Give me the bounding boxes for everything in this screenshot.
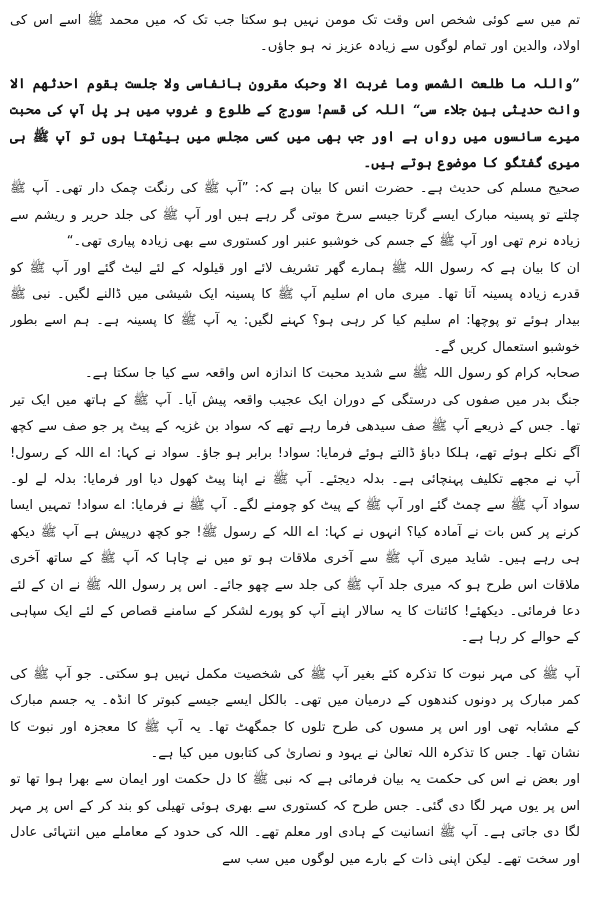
paragraph-muslim-hadith: صحیح مسلم کی حدیث ہے۔ حضرت انس کا بیان ہے کہ: ”آپ ﷺ کی رنگت چمک دار تھی۔ آپ ﷺ چلتے تو پسینہ مبارک ایسے گرتا جیسے سرخ موتی گر رہے ہیں اور آپ ﷺ کی جلد حریر و ریشم سے زیادہ نرم تھی اور آپ ﷺ کے جسم کی خوشبو عنبر اور کستوری سے بھی زیادہ پیاری تھی۔“ bbox=[10, 181, 580, 250]
paragraph-seal-wisdom: اور بعض نے اس کی حکمت یہ بیان فرمائی ہے کہ نبی ﷺ کا دل حکمت اور ایمان سے بھرا ہوا تھا تو اس پر یوں مہر لگا دی گئی۔ جس طرح کہ کستوری سے بھری ہوئی تھیلی کو بند کر کے اس پر مہر لگا دی جاتی ہے۔ آپ ﷺ انسانیت کے ہادی اور معلم تھے۔ اللہ کی حدود کے معاملے میں انتہائی عادل اور سخت تھے۔ لیکن اپنی ذات کے بارے میں لوگوں میں سب سے bbox=[10, 772, 580, 867]
paragraph-gap bbox=[10, 61, 580, 71]
paragraph-umm-sulaym: ان کا بیان ہے کہ رسول اللہ ﷺ ہمارے گھر تشریف لائے اور قیلولہ کے لئے لیٹ گئے اور آپ ﷺ کو قدرے زیادہ پسینہ آتا تھا۔ میری ماں ام سلیم آپ ﷺ کا پسینہ ایک شیشی میں ڈالنے لگیں۔ نبی ﷺ بیدار ہوئے تو پوچھا: ام سلیم کیا کر رہی ہو؟ کہنے لگیں: یہ آپ ﷺ کا پسینہ ہے۔ ہم اسے بطور خوشبو استعمال کریں گے۔ bbox=[10, 260, 580, 355]
paragraph-battle-of-badr: جنگ بدر میں صفوں کی درستگی کے دوران ایک عجیب واقعہ پیش آیا۔ آپ ﷺ کے ہاتھ میں ایک تیر تھا۔ جس کے ذریعے آپ ﷺ صف سیدھی فرما رہے تھے کہ سواد بن غزیہ کے پیٹ پر جو صف سے کچھ آگے نکلے ہوئے تھے، ہلکا دباؤ ڈالتے ہوئے فرمایا: سواد! برابر ہو جاؤ۔ سواد نے کہا: اے اللہ کے رسول! آپ نے مجھے تکلیف پہنچائی ہے۔ بدلہ دیجئے۔ آپ ﷺ نے اپنا پیٹ کھول دیا اور فرمایا: بدلہ لے لو۔ سواد آپ ﷺ سے چمٹ گئے اور آپ ﷺ کے پیٹ کو چومنے لگے۔ آپ ﷺ نے فرمایا: اے سواد! تمہیں ایسا کرنے پر کس بات نے آمادہ کیا؟ انہوں نے کہا: اے اللہ کے رسول ﷺ! جو کچھ درپیش ہے آپ ﷺ دیکھ ہی رہے ہیں۔ شاید میری آپ ﷺ سے آخری ملاقات ہو تو میں نے چاہا کہ آپ ﷺ کے ساتھ آخری ملاقات اس طرح ہو کہ میری جلد آپ ﷺ کی جلد سے چھو جائے۔ اس پر رسول اللہ ﷺ نے ان کے لئے دعا فرمائی۔ دیکھئے! کائنات کا یہ سالار اپنے آپ کو پورے لشکر کے سامنے قصاص کے لئے ایک سپاہی کے حوالے کر رہا ہے۔ bbox=[10, 392, 580, 646]
paragraph-companions-love: صحابہ کرام کو رسول اللہ ﷺ سے شدید محبت کا اندازہ اس واقعہ سے کیا جا سکتا ہے۔ bbox=[84, 366, 580, 382]
paragraph-seal-of-prophethood: آپ ﷺ کی مہر نبوت کا تذکرہ کئے بغیر آپ ﷺ کی شخصیت مکمل نہیں ہو سکتی۔ جو آپ ﷺ کی کمر مبارک پر دونوں کندھوں کے درمیان میں تھی۔ بالکل ایسے جیسے کبوتر کا انڈہ۔ یہ جسم مبارک کے مشابہ تھی اور اس پر مسوں کی طرح تلوں کا جمگھٹ تھا۔ یہ آپ ﷺ کا معجزہ اور نبوت کا نشان تھا۔ جس کا تذکرہ اللہ تعالیٰ نے یہود و نصاریٰ کی کتابوں میں کیا ہے۔ bbox=[10, 666, 580, 761]
paragraph-arabic-quote: ”واللہ ما طلعت الشمس وما غربت الا وحبک مقرون بانفاسی ولا جلست بقوم احدثھم الا وانت حدیثی بین جلاء سی“ اللہ کی قسم! سورج کے طلوع و غروب میں ہر پل آپ کی محبت میرے سانسوں میں رواں ہے اور جب بھی میں کسی مجلس میں بیٹھتا ہوں تو آپ ﷺ ہی میری گفتگو کا موضوع ہوتے ہیں۔ bbox=[10, 75, 580, 172]
paragraph-love-hadith: تم میں سے کوئی شخص اس وقت تک مومن نہیں ہو سکتا جب تک کہ میں محمد ﷺ اسے اس کی اولاد، والدین اور تمام لوگوں سے زیادہ عزیز نہ ہو جاؤں۔ bbox=[10, 13, 580, 55]
paragraph-gap bbox=[10, 652, 580, 662]
